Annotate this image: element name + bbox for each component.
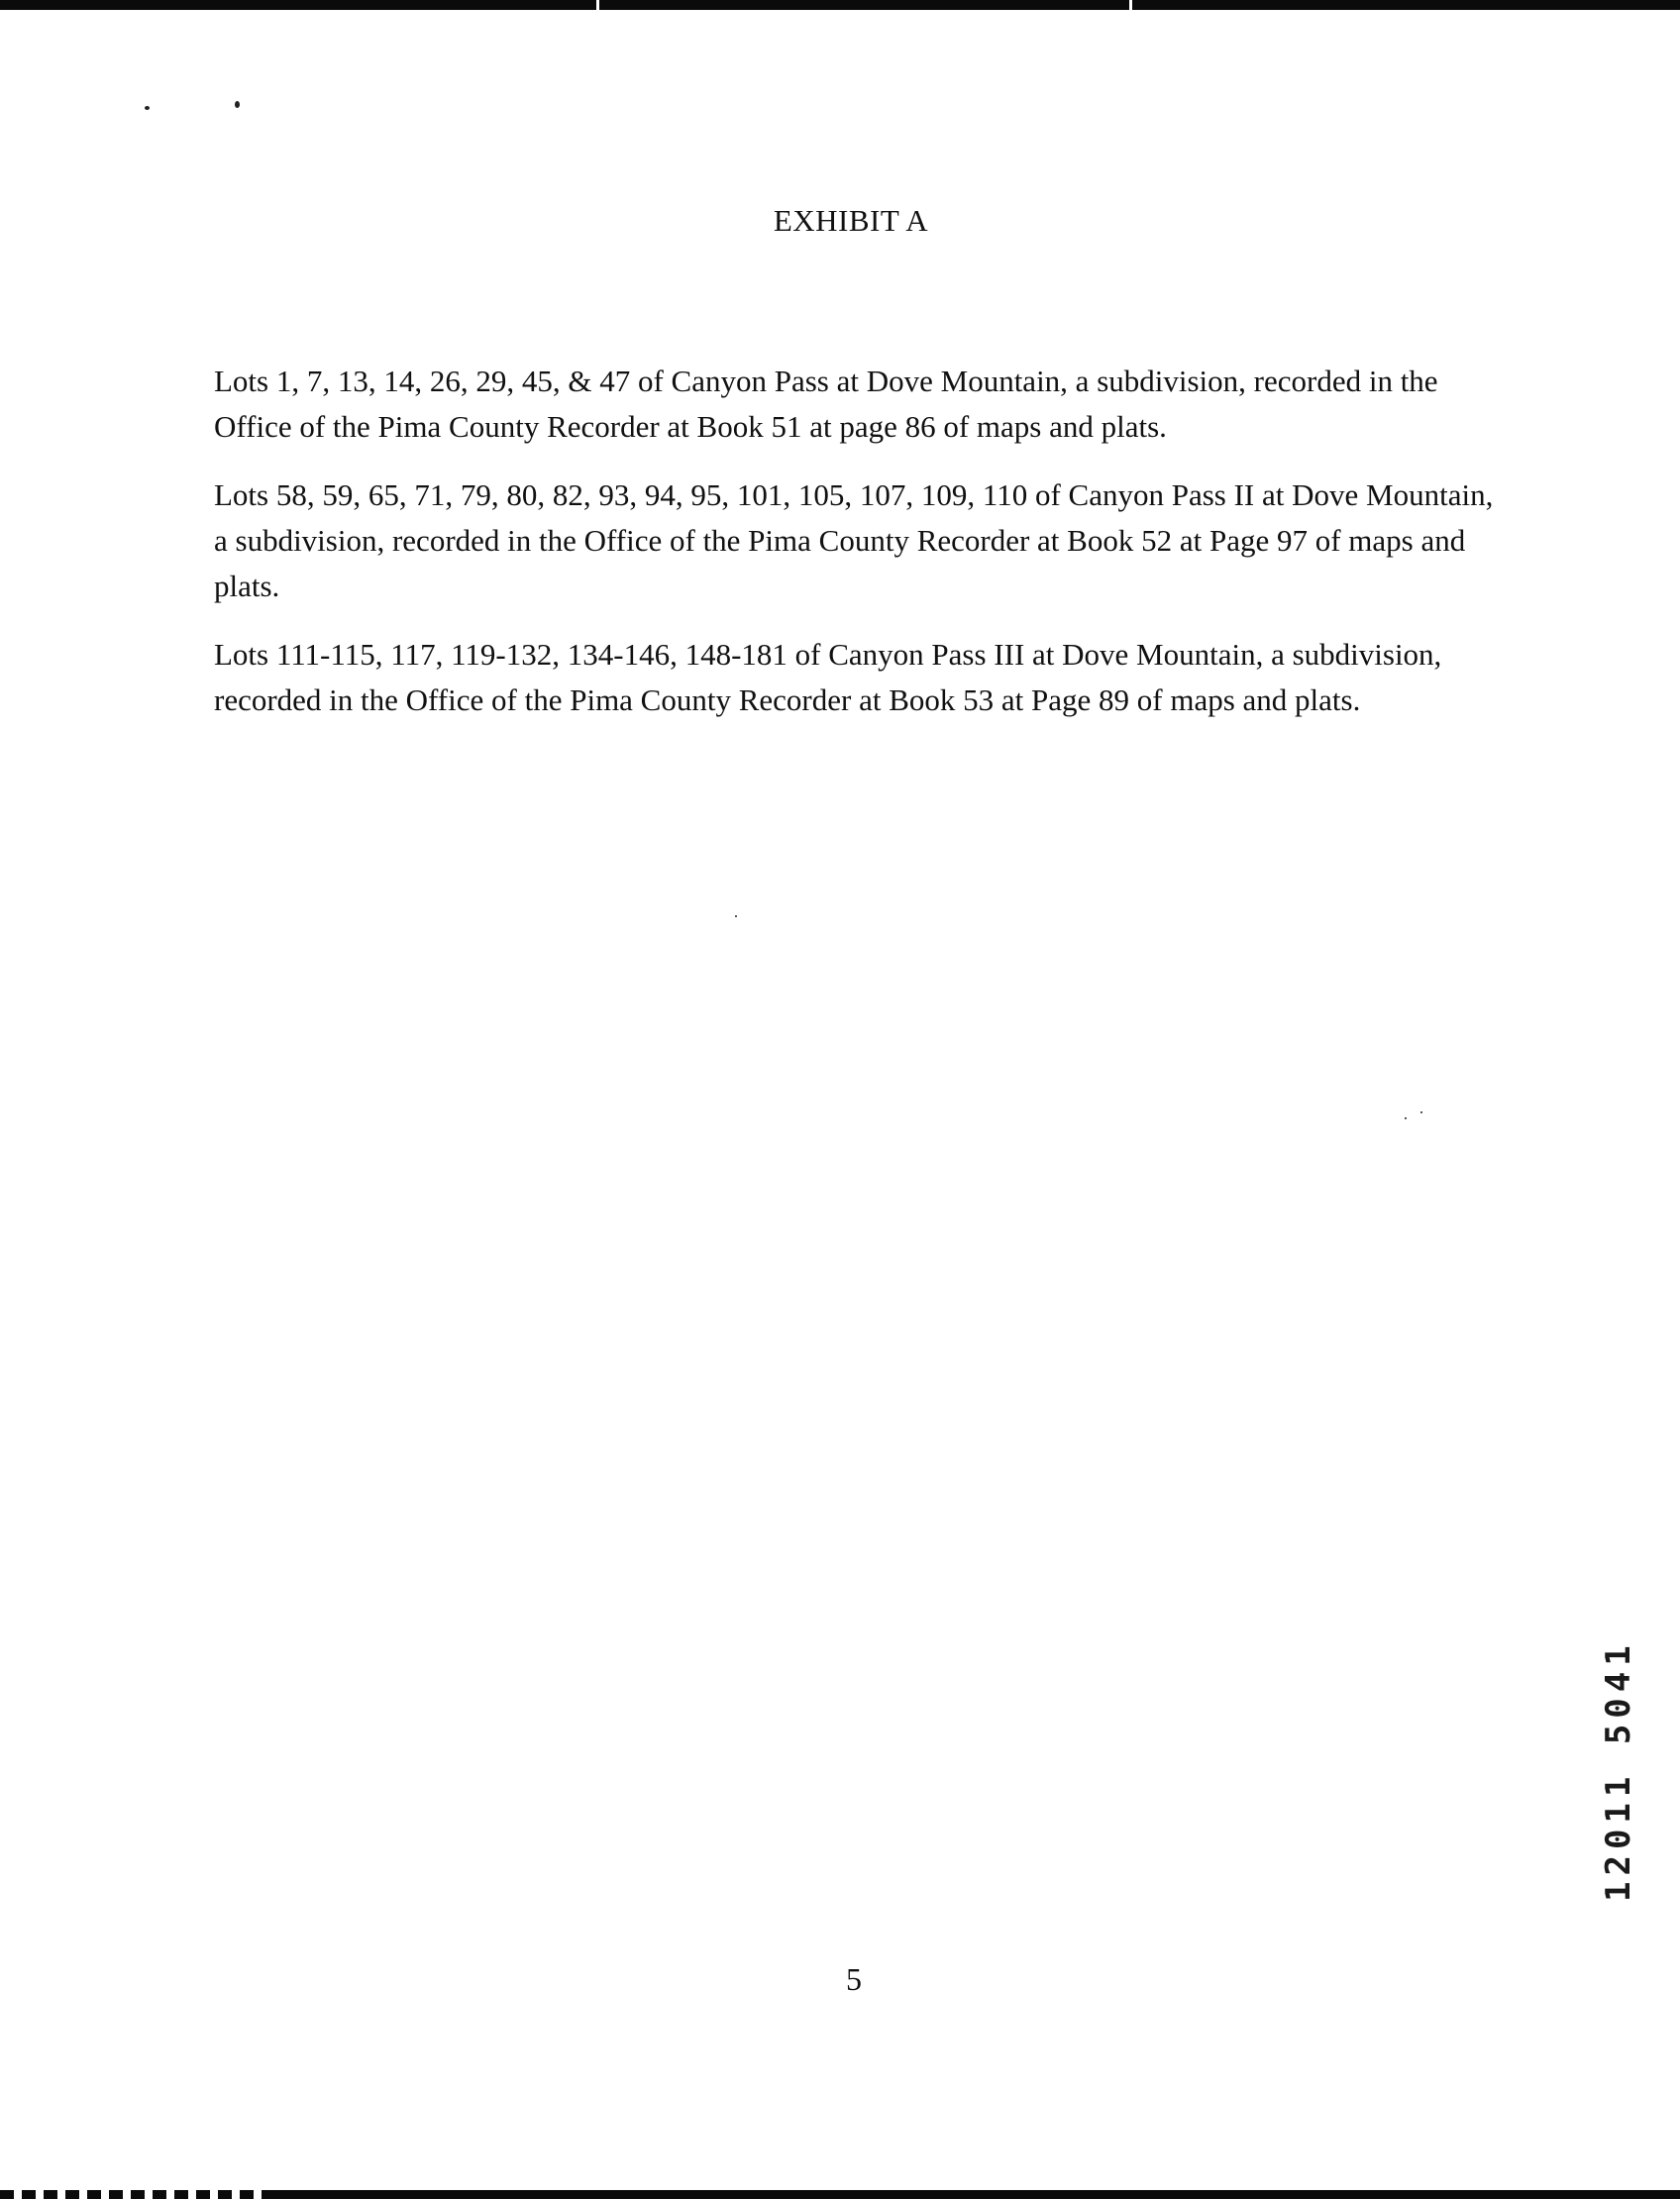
scan-top-notch (596, 0, 599, 10)
page-number: 5 (846, 1961, 862, 1997)
legal-description-paragraph-2: Lots 58, 59, 65, 71, 79, 80, 82, 93, 94, 95, 101, 105, 107, 109, 110 of Canyon Pass II at Dove Mountain, a subdivision, recorded in the Office of the Pima County Recorder at Book 52 at Page 97 of maps and plats. (214, 477, 1494, 603)
scan-speck (235, 101, 240, 108)
legal-description-paragraph-1: Lots 1, 7, 13, 14, 26, 29, 45, & 47 of Canyon Pass at Dove Mountain, a subdivision, recorded in the Office of the Pima County Recorder at Book 51 at page 86 of maps and plats. (214, 364, 1438, 444)
scan-top-notch (1129, 0, 1132, 10)
scan-top-edge (0, 0, 1680, 10)
scan-speck (1420, 1111, 1422, 1113)
legal-description-paragraph-3: Lots 111-115, 117, 119-132, 134-146, 148-181 of Canyon Pass III at Dove Mountain, a subdivision, recorded in the Office of the Pima County Recorder at Book 53 at Page 89 of maps and plats. (214, 637, 1442, 717)
scan-speck (145, 106, 150, 110)
recording-number-text: 12011 5041 (1599, 1639, 1638, 1902)
exhibit-title: EXHIBIT A (773, 203, 929, 238)
scan-speck (1405, 1117, 1407, 1119)
scan-speck (735, 915, 737, 917)
scan-bottom-edge-dashed (0, 2190, 267, 2199)
scan-bottom-edge (267, 2190, 1680, 2199)
